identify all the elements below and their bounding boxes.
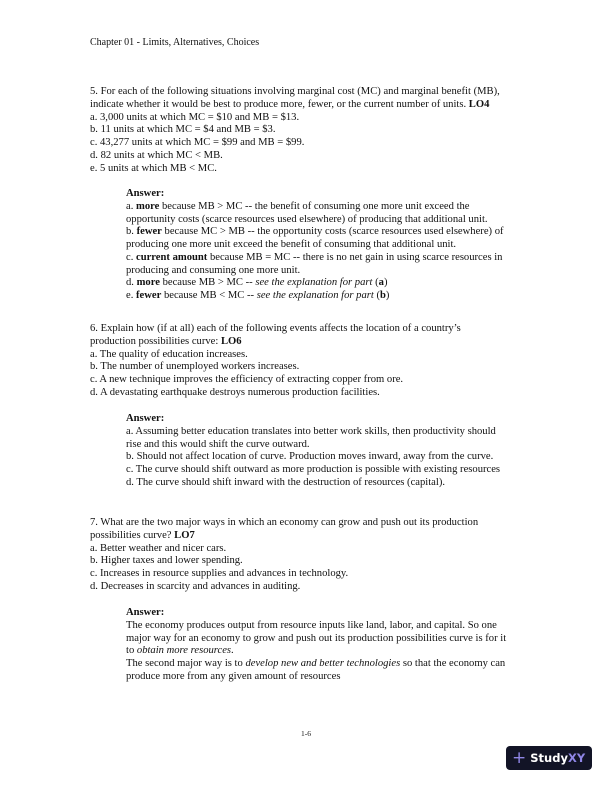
text-line — [126, 290, 504, 303]
text-line — [126, 645, 506, 658]
text-segment: The second major way is to — [126, 658, 246, 669]
text-line — [90, 581, 478, 594]
text-segment: ( — [373, 290, 381, 301]
text-segment: . — [231, 645, 234, 657]
text-segment: c. The curve should shift outward as more production is possible with existing resources — [126, 464, 501, 475]
running-header: Chapter 01 - Limits, Alternatives, Choices — [90, 37, 260, 48]
text-segment: because MC > MB -- the opportunity costs (scarce resources used elsewhere) of — [161, 226, 504, 238]
text-line — [90, 555, 478, 568]
text-line — [126, 413, 500, 426]
text-line — [90, 387, 461, 400]
text-segment: develop new and better technologies — [245, 658, 401, 669]
text-line — [126, 477, 500, 490]
text-line — [126, 658, 506, 671]
text-segment: to — [126, 645, 137, 657]
text-segment: see the explanation for part — [255, 277, 373, 289]
text-segment: more — [136, 277, 160, 289]
text-line — [126, 277, 504, 290]
text-segment: d. 82 units at which MC < MB. — [90, 149, 223, 161]
text-segment: because MB = MC -- there is no net gain in using scarce resources in — [207, 251, 503, 263]
text-segment: producing one more unit exceed the benefit of consuming that additional unit. — [126, 239, 457, 250]
text-segment: fewer — [136, 290, 162, 301]
text-line — [90, 124, 500, 137]
text-segment: LO6 — [220, 335, 242, 347]
plus-icon: + — [512, 747, 527, 768]
text-line — [126, 226, 504, 239]
logo-text-main: Study — [530, 751, 568, 765]
text-line — [126, 464, 500, 477]
text-segment: see the explanation for part — [256, 290, 374, 301]
text-line — [90, 374, 461, 387]
text-segment: current amount — [136, 251, 208, 263]
text-segment: b. — [126, 226, 137, 238]
text-line — [126, 265, 504, 278]
text-segment: a. Better weather and nicer cars. — [90, 542, 227, 554]
text-segment: a. The quality of education increases. — [90, 348, 248, 360]
answer-6 — [126, 413, 500, 490]
text-segment: d. The curve should shift inward with the destruction of resources (capital). — [126, 476, 445, 488]
text-segment: c. — [126, 251, 136, 263]
text-line — [126, 451, 500, 464]
logo-text-accent: XY — [567, 751, 586, 765]
question-7 — [90, 517, 478, 594]
text-segment: produce more from any given amount of resources — [126, 670, 341, 682]
text-segment: b — [380, 290, 386, 301]
text-segment: e. 5 units at which MB < MC. — [90, 162, 217, 174]
text-segment: indicate whether it would be best to produce more, fewer, or the current number of units. — [90, 98, 469, 110]
text-segment: c. Increases in resource supplies and advances in technology. — [90, 568, 349, 579]
text-segment: 5. For each of the following situations involving marginal cost (MC) and marginal benefit (MB), — [90, 86, 500, 97]
text-segment: LO4 — [468, 98, 490, 110]
text-line — [90, 530, 478, 543]
text-line — [90, 99, 500, 112]
text-segment: Answer: — [126, 188, 165, 199]
text-segment: more — [136, 200, 160, 212]
text-segment: ( — [372, 277, 379, 289]
text-segment: b. Higher taxes and lower spending. — [90, 555, 243, 567]
text-line — [126, 214, 504, 227]
text-segment: so that the economy can — [400, 658, 506, 669]
page-number: 1-6 — [301, 729, 311, 738]
text-segment: c. A new technique improves the efficiency of extracting copper from ore. — [90, 374, 404, 385]
text-segment: obtain more resources — [136, 645, 232, 657]
text-segment: possibilities curve? — [90, 529, 175, 541]
text-line — [126, 607, 506, 620]
text-line — [126, 439, 500, 452]
text-line — [90, 86, 500, 99]
text-segment: ) — [385, 290, 390, 301]
text-segment: c. 43,277 units at which MC = $99 and MB = $99. — [90, 137, 305, 148]
text-segment: because MB > MC -- — [159, 277, 256, 289]
text-segment: fewer — [136, 226, 162, 238]
text-line — [126, 201, 504, 214]
text-segment: LO7 — [174, 529, 195, 541]
text-line — [90, 163, 500, 176]
text-line — [126, 426, 500, 439]
text-segment: major way for an economy to grow and push out its production possibilities curve is for it — [126, 632, 507, 644]
text-line — [90, 517, 478, 530]
text-segment: 6. Explain how (if at all) each of the following events affects the location of a country’s — [90, 323, 461, 334]
text-line — [126, 633, 506, 646]
text-line — [126, 252, 504, 265]
text-segment: d. — [126, 277, 137, 289]
text-segment: ) — [383, 277, 388, 289]
text-segment: opportunity costs (scarce resources used elsewhere) of producing that additional unit. — [126, 213, 488, 225]
text-segment: a. 3,000 units at which MC = $10 and MB = $13. — [90, 111, 300, 123]
text-segment: b. The number of unemployed workers increases. — [90, 361, 300, 373]
text-segment: The economy produces output from resource inputs like land, labor, and capital. So one — [126, 619, 497, 631]
text-line — [90, 150, 500, 163]
text-segment: a — [378, 277, 384, 289]
text-segment: d. A devastating earthquake destroys numerous production facilities. — [90, 386, 380, 398]
text-line — [90, 349, 461, 362]
text-segment: 7. What are the two major ways in which an economy can grow and push out its production — [90, 517, 479, 528]
text-line — [90, 323, 461, 336]
text-segment: a. — [126, 200, 136, 212]
text-segment: producing and consuming one more unit. — [126, 264, 301, 276]
text-segment: rise and this would shift the curve outward. — [126, 438, 310, 450]
text-line — [126, 671, 506, 684]
text-segment: Answer: — [126, 413, 165, 424]
text-line — [90, 137, 500, 150]
text-segment: production possibilities curve: — [90, 335, 221, 347]
text-line — [90, 336, 461, 349]
question-5 — [90, 86, 500, 175]
text-segment: Answer: — [126, 607, 165, 618]
text-segment: b. Should not affect location of curve. Production moves inward, away from the curve. — [126, 451, 494, 463]
studyxy-logo[interactable] — [506, 746, 592, 770]
text-segment: a. Assuming better education translates into better work skills, then productivity should — [126, 425, 496, 437]
text-segment: because MB > MC -- the benefit of consuming one more unit exceed the — [159, 200, 470, 212]
text-segment: b. 11 units at which MC = $4 and MB = $3. — [90, 124, 276, 136]
question-6 — [90, 323, 461, 400]
text-line — [126, 620, 506, 633]
text-line — [90, 112, 500, 125]
text-segment: d. Decreases in scarcity and advances in auditing. — [90, 580, 301, 592]
text-segment: e. — [126, 290, 136, 301]
text-line — [90, 568, 478, 581]
text-line — [90, 361, 461, 374]
answer-7 — [126, 607, 506, 684]
text-line — [126, 239, 504, 252]
answer-5 — [126, 188, 504, 303]
text-line — [126, 188, 504, 201]
text-line — [90, 543, 478, 556]
text-segment: because MB < MC -- — [161, 290, 257, 301]
